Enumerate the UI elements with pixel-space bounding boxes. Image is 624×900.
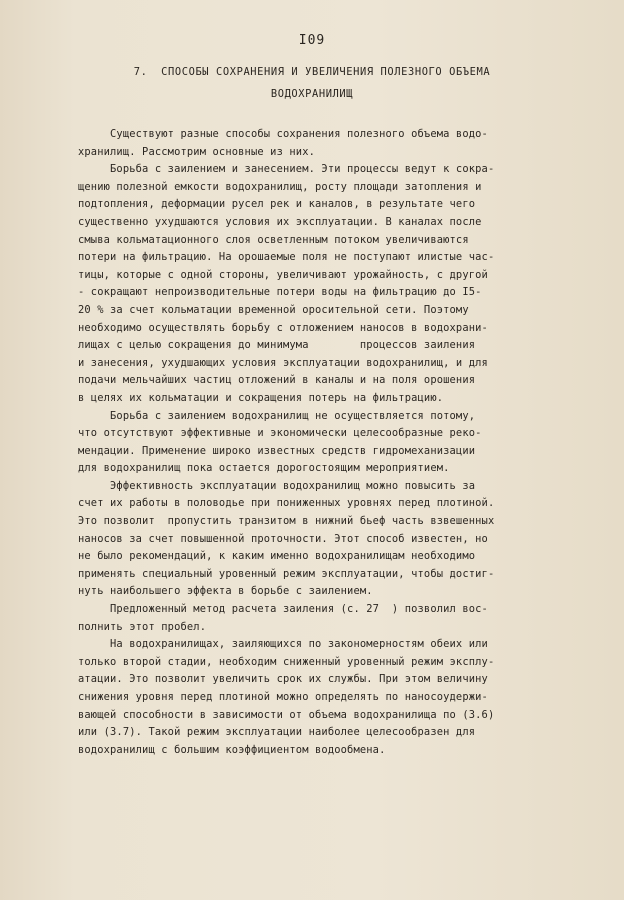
body-line: применять специальный уровенный режим эксплуатации, чтобы достиг- — [78, 567, 495, 580]
body-line: не было рекомендаций, к каким именно водохранилищам необходимо — [78, 550, 476, 563]
body-line: водохранилищ с большим коэффициентом водообмена. — [78, 743, 386, 756]
section-heading-line-2: ВОДОХРАНИЛИЩ — [270, 88, 354, 100]
body-line: и занесения, ухудшающих условия эксплуатации водохранилищ, и для — [78, 356, 488, 369]
body-line: существенно ухудшаются условия их эксплуатации. В каналах после — [78, 215, 482, 228]
body-line: для водохранилищ пока остается дорогостоящим мероприятием. — [78, 462, 450, 475]
body-line: или (3.7). Такой режим эксплуатации наиболее целесообразен для — [78, 726, 476, 739]
body-line: снижения уровня перед плотиной можно определять по наносоудержи- — [78, 691, 488, 703]
body-text — [78, 126, 558, 759]
body-line: подачи мельчайших частиц отложений в каналы и на поля орошения — [78, 374, 476, 387]
body-line: На водохранилищах, заиляющихся по закономерностям обеих или — [78, 638, 488, 651]
body-line: смыва кольматационного слоя осветленным потоком увеличиваются — [78, 233, 469, 246]
body-line: щению полезной емкости водохранилищ, росту площади затопления и — [78, 180, 482, 193]
body-line: счет их работы в половодье при пониженных уровнях перед плотиной. — [78, 497, 495, 510]
body-line: атации. Это позволит увеличить срок их службы. При этом величину — [78, 673, 488, 686]
body-line: Борьба с заилением водохранилищ не осуществляется потому, — [78, 409, 476, 422]
body-line: хранилищ. Рассмотрим основные из них. — [78, 145, 316, 158]
body-line: в целях их кольматации и сокращения потерь на фильтрацию. — [78, 391, 444, 404]
body-line: вающей способности в зависимости от объема водохранилища по (3.6) — [78, 708, 495, 721]
body-line: полнить этот пробел. — [78, 620, 207, 633]
body-line: подтопления, деформации русел рек и каналов, в результате чего — [78, 198, 476, 211]
body-line: Предложенный метод расчета заиления (с. 27 ) позволил вос- — [78, 603, 488, 616]
body-line: лищах с целью сокращения до минимума процессов заиления — [78, 339, 476, 352]
body-line: потери на фильтрацию. На орошаемые поля не поступают илистые час- — [78, 251, 495, 264]
body-line: необходимо осуществлять борьбу с отложением наносов в водохрани- — [78, 321, 488, 334]
body-line: Это позволит пропустить транзитом в нижний бьеф часть взвешенных — [78, 515, 495, 528]
body-line: 20 % за счет кольматации временной оросительной сети. Поэтому — [78, 303, 469, 316]
body-line: Существуют разные способы сохранения полезного объема водо- — [78, 128, 488, 140]
body-line: наносов за счет повышенной проточности. Этот способ известен, но — [78, 532, 488, 545]
section-heading-line-1: 7. СПОСОБЫ СОХРАНЕНИЯ И УВЕЛИЧЕНИЯ ПОЛЕЗНОГО ОБЪЕМА — [133, 66, 491, 78]
body-line: Борьба с заилением и занесением. Эти процессы ведут к сокра- — [78, 163, 495, 176]
body-line: Эффективность эксплуатации водохранилищ можно повысить за — [78, 479, 476, 492]
body-line: мендации. Применение широко известных средств гидромеханизации — [78, 444, 476, 457]
body-line: что отсутствуют эффективные и экономически целесообразные реко- — [78, 427, 482, 440]
body-line: - сокращают непроизводительные потери воды на фильтрацию до I5- — [78, 286, 482, 299]
body-line: нуть наибольшего эффекта в борьбе с заилением. — [78, 585, 373, 598]
page-number: I09 — [298, 33, 326, 48]
body-line: только второй стадии, необходим сниженный уровенный режим эксплу- — [78, 655, 495, 668]
body-line: тицы, которые с одной стороны, увеличивают урожайность, с другой — [78, 268, 488, 281]
